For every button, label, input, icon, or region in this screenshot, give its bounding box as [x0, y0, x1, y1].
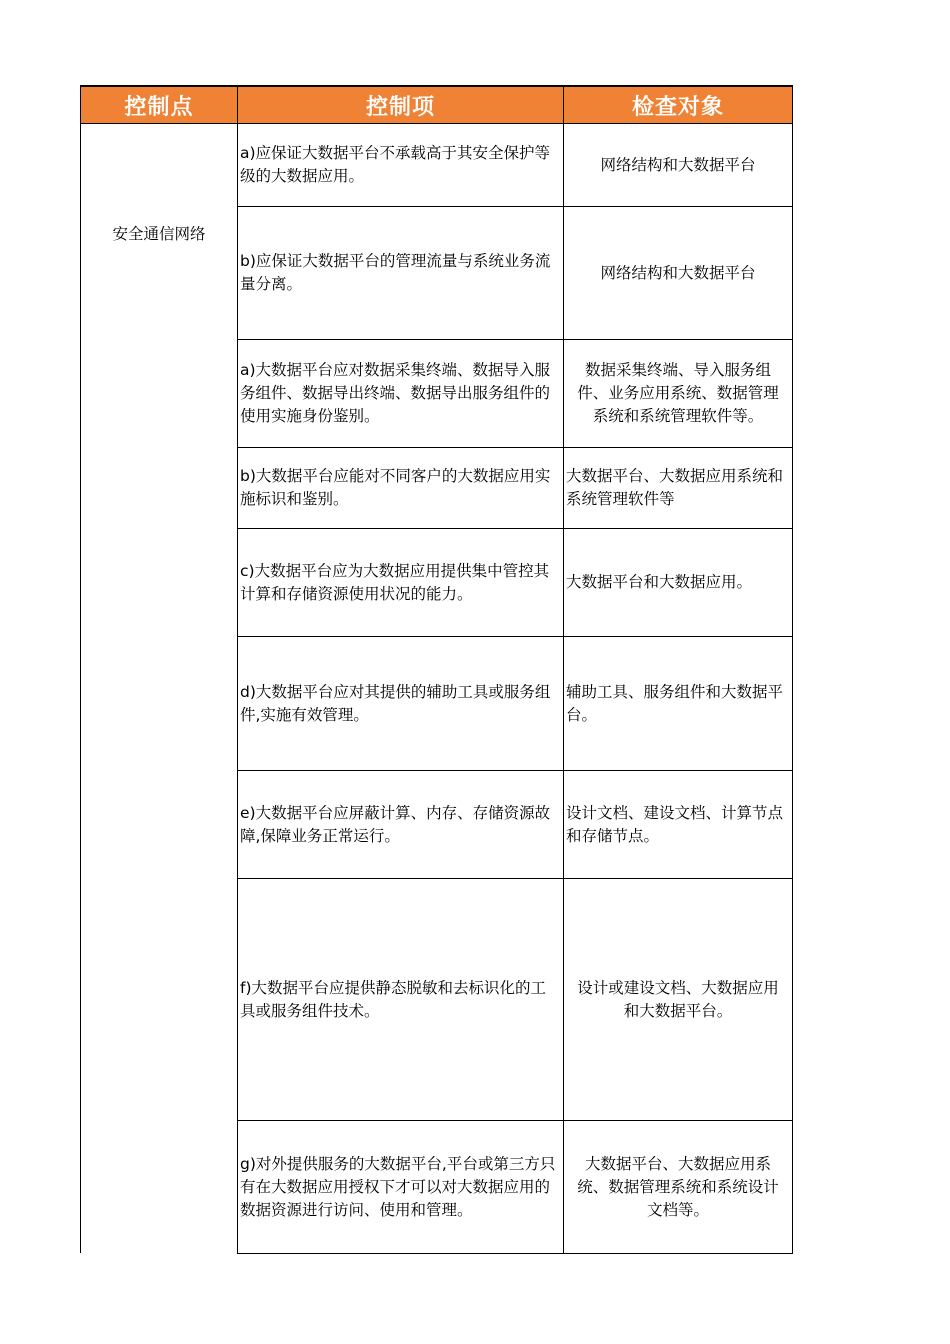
control-item-text: a)应保证大数据平台不承载高于其安全保护等级的大数据应用。: [240, 144, 551, 185]
header-check-object: 检查对象: [631, 94, 724, 120]
check-object-text: 设计或建设文档、大数据应用和大数据平台。: [577, 978, 779, 1020]
check-object-cell: [564, 1121, 792, 1253]
table-bottom-border: [238, 1253, 793, 1254]
table-left-border: [80, 85, 81, 1253]
control-item-cell: [238, 207, 563, 339]
control-item-text: d)大数据平台应对其提供的辅助工具或服务组件,实施有效管理。: [240, 682, 551, 724]
control-item-text: b)大数据平台应能对不同客户的大数据应用实施标识和鉴别。: [240, 467, 551, 508]
table-top-border: [80, 85, 793, 87]
check-object-cell: [564, 448, 792, 528]
check-object-cell: [564, 124, 792, 206]
control-item-text: g)对外提供服务的大数据平台,平台或第三方只有在大数据应用授权下才可以对大数据应用的数据资源进行访问、使用和管理。: [240, 1154, 556, 1219]
table-right-border: [792, 85, 793, 1254]
control-item-cell: [238, 637, 563, 770]
control-item-cell: [238, 529, 563, 636]
header-control-point: 控制点: [124, 94, 194, 120]
control-item-cell: [238, 448, 563, 528]
check-object-text: 设计文档、建设文档、计算节点和存储节点。: [566, 803, 784, 845]
control-point-cell: [81, 212, 237, 256]
header-control-item: 控制项: [365, 94, 435, 120]
check-object-text: 网络结构和大数据平台: [600, 263, 756, 282]
check-object-cell: [564, 529, 792, 636]
check-object-cell: [564, 771, 792, 878]
check-object-text: 大数据平台、大数据应用系统和系统管理软件等: [566, 467, 784, 508]
control-item-text: b)应保证大数据平台的管理流量与系统业务流量分离。: [240, 252, 551, 293]
control-item-text: c)大数据平台应为大数据应用提供集中管控其计算和存储资源使用状况的能力。: [240, 561, 550, 603]
control-item-text: f)大数据平台应提供静态脱敏和去标识化的工具或服务组件技术。: [240, 978, 547, 1020]
control-item-text: a)大数据平台应对数据采集终端、数据导入服务组件、数据导出终端、数据导出服务组件的使用实施身份鉴别。: [240, 361, 551, 425]
control-item-cell: [238, 1121, 563, 1253]
check-object-text: 辅助工具、服务组件和大数据平台。: [566, 682, 784, 724]
control-point-label: 安全通信网络: [112, 224, 206, 243]
control-item-text: e)大数据平台应屏蔽计算、内存、存储资源故障,保障业务正常运行。: [240, 803, 551, 845]
control-item-cell: [238, 879, 563, 1120]
check-object-cell: [564, 637, 792, 770]
check-object-text: 大数据平台和大数据应用。: [566, 573, 753, 591]
check-object-text: 大数据平台、大数据应用系统、数据管理系统和系统设计文档等。: [577, 1154, 779, 1219]
control-item-cell: [238, 340, 563, 447]
check-object-text: 数据采集终端、导入服务组件、业务应用系统、数据管理系统和系统管理软件等。: [577, 361, 779, 425]
check-object-cell: [564, 340, 792, 447]
check-object-cell: [564, 879, 792, 1120]
control-item-cell: [238, 124, 563, 206]
check-object-cell: [564, 207, 792, 339]
control-item-cell: [238, 771, 563, 878]
check-object-text: 网络结构和大数据平台: [600, 155, 756, 174]
